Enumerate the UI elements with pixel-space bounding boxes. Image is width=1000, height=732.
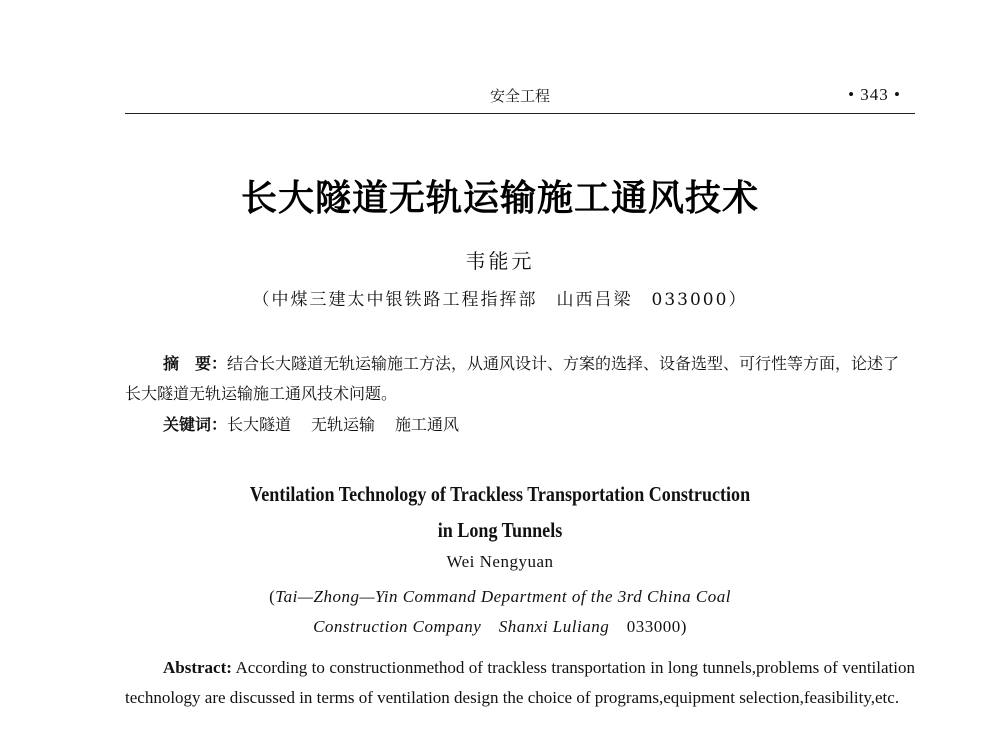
affiliation-english: [0, 582, 1000, 642]
running-header: [125, 82, 915, 112]
affiliation-english-line-2-text: Construction Company Shanxi Luliang: [313, 617, 610, 636]
keyword: 施工通风: [395, 415, 460, 434]
abstract-english-text: According to constructionmethod of trackless transportation in long tunnels,problems of ventilation technology are discussed in terms of ventilation design the choice of programs,equipment selection,feasibility,etc.: [125, 658, 915, 707]
abstract-english-label: Abstract:: [163, 658, 232, 677]
author-english: Wei Nengyuan: [446, 552, 554, 571]
affiliation-open-paren: (: [269, 587, 276, 606]
title-english: [70, 476, 930, 548]
affiliation-chinese: （中煤三建太中银铁路工程指挥部 山西吕梁 033000）: [252, 290, 748, 310]
affiliation-english-line-1: [0, 582, 1000, 612]
title-chinese: 长大隧道无轨运输施工通风技术: [240, 178, 759, 219]
author-chinese: 韦能元: [465, 249, 535, 273]
affiliation-english-postcode: 033000): [609, 617, 687, 636]
affiliation-english-line-2: [0, 612, 1000, 642]
title-english-line-1: Ventilation Technology of Trackless Transportation Construction: [249, 482, 751, 506]
abstract-chinese: [125, 349, 915, 409]
header-rule: [125, 113, 915, 114]
keyword: 无轨运输: [311, 415, 376, 434]
abstract-english: [125, 653, 915, 713]
journal-section-title: 安全工程: [489, 87, 550, 105]
keywords-chinese: [163, 410, 479, 440]
page-number: • 343 •: [848, 85, 901, 104]
keyword: 长大隧道: [227, 415, 292, 434]
title-english-line-2: in Long Tunnels: [437, 518, 563, 542]
abstract-chinese-label: 摘 要：: [163, 354, 228, 373]
affiliation-english-line-1-text: Tai—Zhong—Yin Command Department of the 3rd China Coal: [275, 587, 731, 606]
abstract-chinese-text: 结合长大隧道无轨运输施工方法，从通风设计、方案的选择、设备选型、可行性等方面，论述了长大隧道无轨运输施工通风技术问题。: [125, 354, 900, 403]
keywords-chinese-label: 关键词：: [163, 415, 228, 434]
